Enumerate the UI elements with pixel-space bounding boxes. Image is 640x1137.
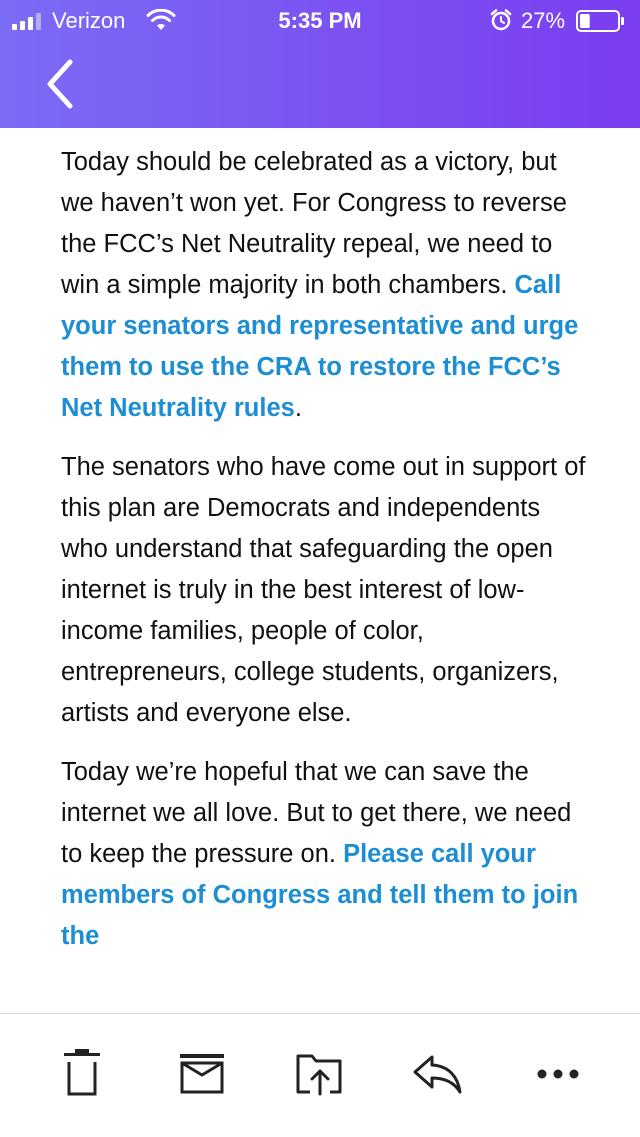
status-bar (0, 0, 640, 40)
trash-icon (56, 1048, 108, 1100)
call-congress-link[interactable]: Please call your members of Congress and tell them to join the (61, 840, 579, 950)
email-paragraph-1 (61, 142, 591, 429)
email-body (61, 142, 591, 1012)
reply-icon (412, 1048, 464, 1100)
delete-button[interactable] (56, 1048, 108, 1100)
paragraph-text: Today we’re hopeful that we can save the internet we all love. But to get there, we need to keep the pressure on. (61, 758, 572, 868)
email-paragraph-2: The senators who have come out in support of this plan are Democrats and independents who understand that safeguarding the open internet is truly in the best interest of low-income families, people of color, entrepreneurs, college students, organizers, artists and everyone else. (61, 453, 586, 727)
chevron-left-icon (36, 56, 86, 112)
back-button[interactable] (36, 56, 86, 112)
alarm-icon (490, 9, 512, 31)
status-time: 5:35 PM (278, 8, 362, 33)
battery-icon (576, 10, 626, 32)
paragraph-end: . (294, 394, 302, 422)
app-header (0, 0, 640, 128)
move-to-folder-icon (294, 1048, 346, 1100)
archive-button[interactable] (176, 1048, 228, 1100)
move-to-folder-button[interactable] (294, 1048, 346, 1100)
paragraph-text: Today should be celebrated as a victory, but we haven’t won yet. For Congress to reverse the FCC’s Net Neutrality repeal, we need to win a simple majority in both chambers. (61, 148, 567, 299)
carrier-name: Verizon (52, 8, 126, 33)
email-paragraph-3 (61, 752, 591, 957)
reply-button[interactable] (412, 1048, 464, 1100)
call-senators-link[interactable]: Call your senators and representative and urge them to use the CRA to restore the FCC’s Net Neutrality rules (61, 271, 579, 422)
archive-icon (176, 1048, 228, 1100)
more-icon (532, 1048, 584, 1100)
battery-percentage: 27% (521, 8, 566, 33)
bottom-toolbar (0, 1013, 640, 1137)
more-options-button[interactable] (532, 1048, 584, 1100)
